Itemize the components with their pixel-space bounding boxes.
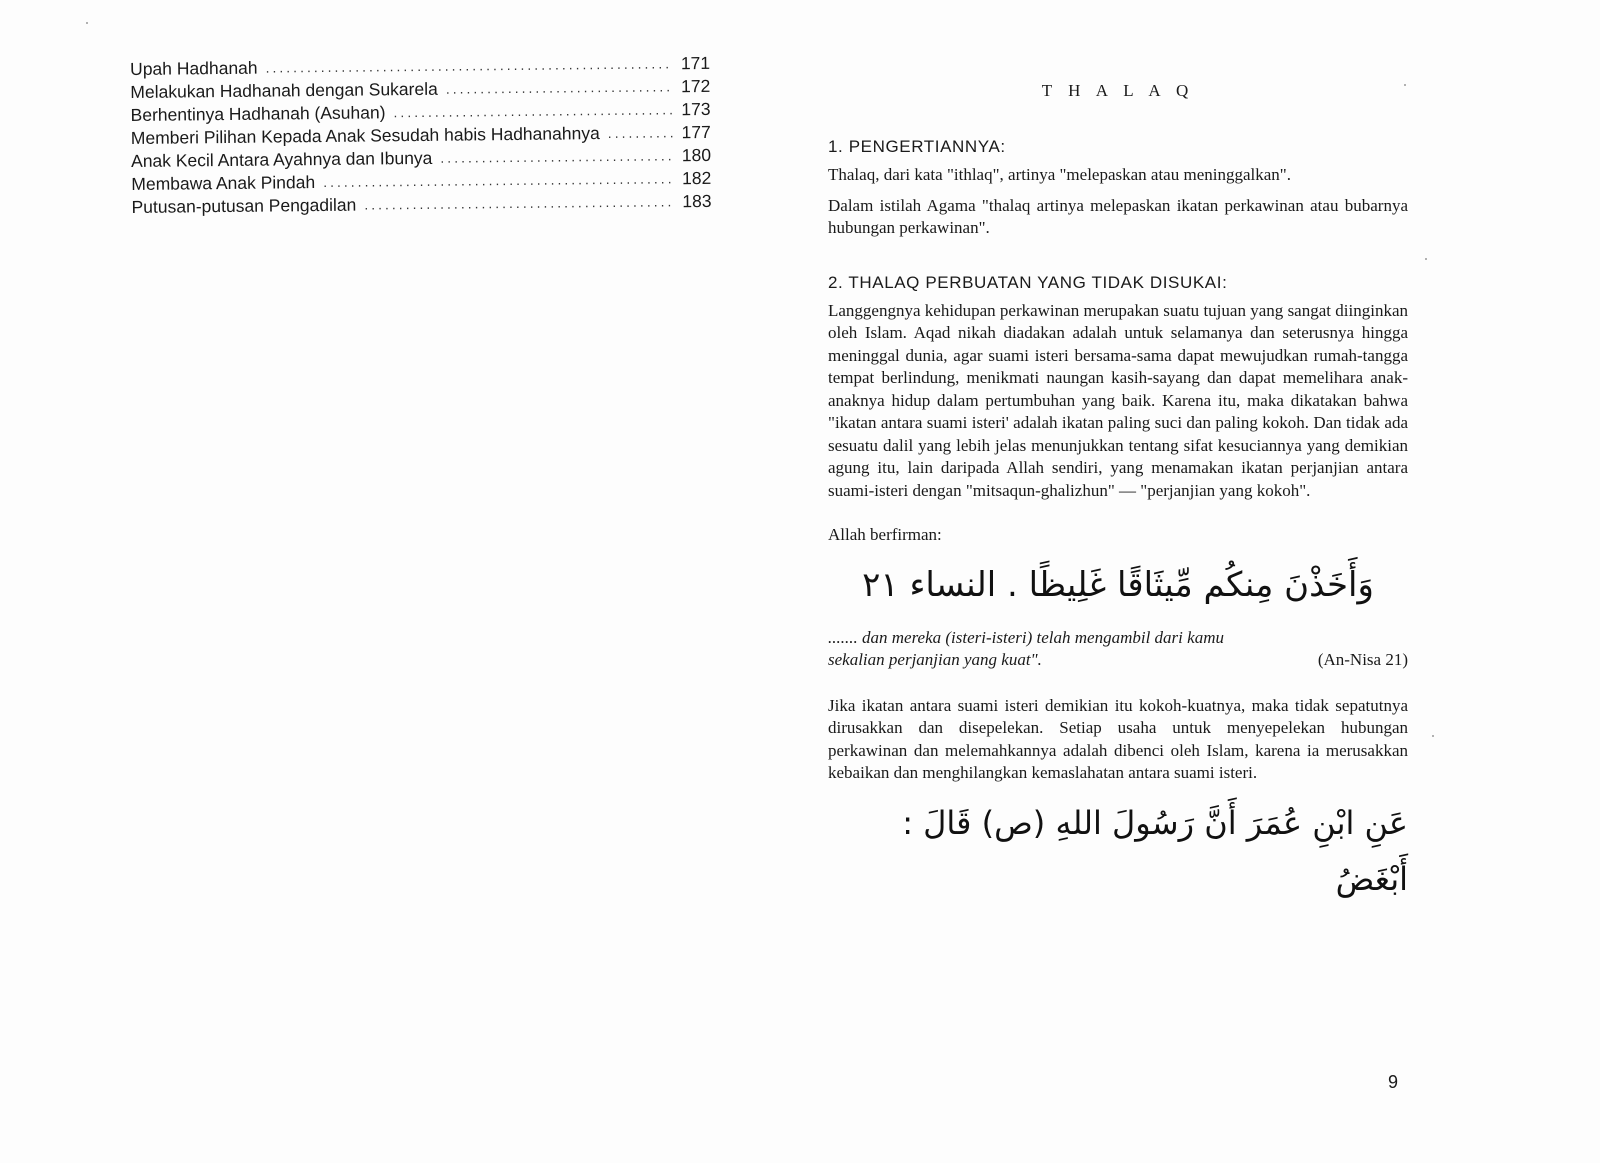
verse-translation-text: sekalian perjanjian yang kuat". <box>828 649 1042 669</box>
toc-title: Membawa Anak Pindah <box>131 172 316 194</box>
toc-leader-dots <box>608 121 673 145</box>
toc-page: 180 <box>681 144 712 166</box>
toc-page: 173 <box>681 98 711 120</box>
toc-page: 183 <box>682 190 712 212</box>
toc-title: Berhentinya Hadhanah (Asuhan) <box>130 102 386 125</box>
paragraph: Jika ikatan antara suami isteri demikian itu kokoh-kuatnya, maka tidak sepatutnya dirusakkan dan disepelekan. Setiap usaha untuk menyepelekan hubungan perkawinan dan melemahkannya adalah dibenci oleh Islam, karena ia merusakkan kebaikan dan menghilangkan kemaslahatan antara suami isteri. <box>828 695 1408 782</box>
page-title: T H A L A Q <box>1041 81 1195 100</box>
table-of-contents <box>130 52 712 219</box>
scan-speck <box>1432 735 1434 737</box>
toc-page: 171 <box>680 52 711 74</box>
scan-speck <box>86 22 88 24</box>
verse-translation-line: ....... dan mereka (isteri-isteri) telah mengambil dari kamu <box>828 627 1224 647</box>
toc-title: Upah Hadhanah <box>130 57 258 79</box>
toc-leader-dots <box>393 98 672 124</box>
section-heading-thalaq-tidak-disukai: 2. THALAQ PERBUATAN YANG TIDAK DISUKAI: <box>828 272 1228 292</box>
paragraph: Thalaq, dari kata "ithlaq", artinya "melepaskan atau meninggalkan". <box>828 165 1291 184</box>
arabic-hadith: عَنِ ابْنِ عُمَرَ أَنَّ رَسُولَ اللهِ (ص) قَالَ : أَبْغَضُ <box>902 803 1408 898</box>
toc-row <box>131 190 711 219</box>
verse-translation-line <box>828 649 1408 671</box>
toc-page: 172 <box>681 75 711 97</box>
right-page <box>828 80 1408 907</box>
scan-speck <box>1425 258 1427 260</box>
allah-berfirman-label: Allah berfirman: <box>828 525 942 544</box>
page-number: 9 <box>1388 1072 1399 1092</box>
scan-speck <box>1404 84 1406 86</box>
arabic-quran-verse: وَأَخَذْنَ مِنكُم مِّيثَاقًا غَلِيظًا . النساء ٢١ <box>862 564 1374 605</box>
paragraph: Dalam istilah Agama "thalaq artinya melepaskan ikatan perkawinan atau bubarnya hubungan perkawinan". <box>828 195 1408 237</box>
toc-leader-dots <box>364 190 673 216</box>
toc-leader-dots <box>446 75 673 100</box>
toc-title: Anak Kecil Antara Ayahnya dan Ibunya <box>130 147 433 171</box>
toc-page: 177 <box>681 121 711 143</box>
toc-leader-dots <box>440 144 673 169</box>
section-heading-pengertian: 1. PENGERTIANNYA: <box>828 137 1006 156</box>
toc-title: Putusan-putusan Pengadilan <box>131 194 357 217</box>
toc-title: Memberi Pilihan Kepada Anak Sesudah habis Hadhanahnya <box>130 123 600 148</box>
toc-page: 182 <box>681 167 712 189</box>
verse-reference: (An-Nisa 21) <box>1317 649 1408 669</box>
paragraph: Langgengnya kehidupan perkawinan merupakan suatu tujuan yang sangat diinginkan oleh Islam. Aqad nikah diadakan adalah untuk selamanya dan seterusnya hingga meninggal dunia, agar suami isteri bersama-sama dapat mewujudkan rumah-tangga tempat berlindung, menikmati naungan kasih-sayang dan dapat memelihara anak-anaknya hidup dalam pertumbuhan yang baik. Karena itu, maka dikatakan bahwa "ikatan antara suami isteri' adalah ikatan paling suci dan paling kokoh. Dan tidak ada sesuatu dalil yang lebih jelas menunjukkan tentang sifat kesuciannya yang demikian agung itu, lain daripada Allah sendiri, yang menamakan ikatan perjanjian antara suami-isteri dengan "mitsaqun-ghalizhun" — "perjanjian yang kokoh". <box>828 300 1408 500</box>
toc-title: Melakukan Hadhanah dengan Sukarela <box>130 78 438 102</box>
